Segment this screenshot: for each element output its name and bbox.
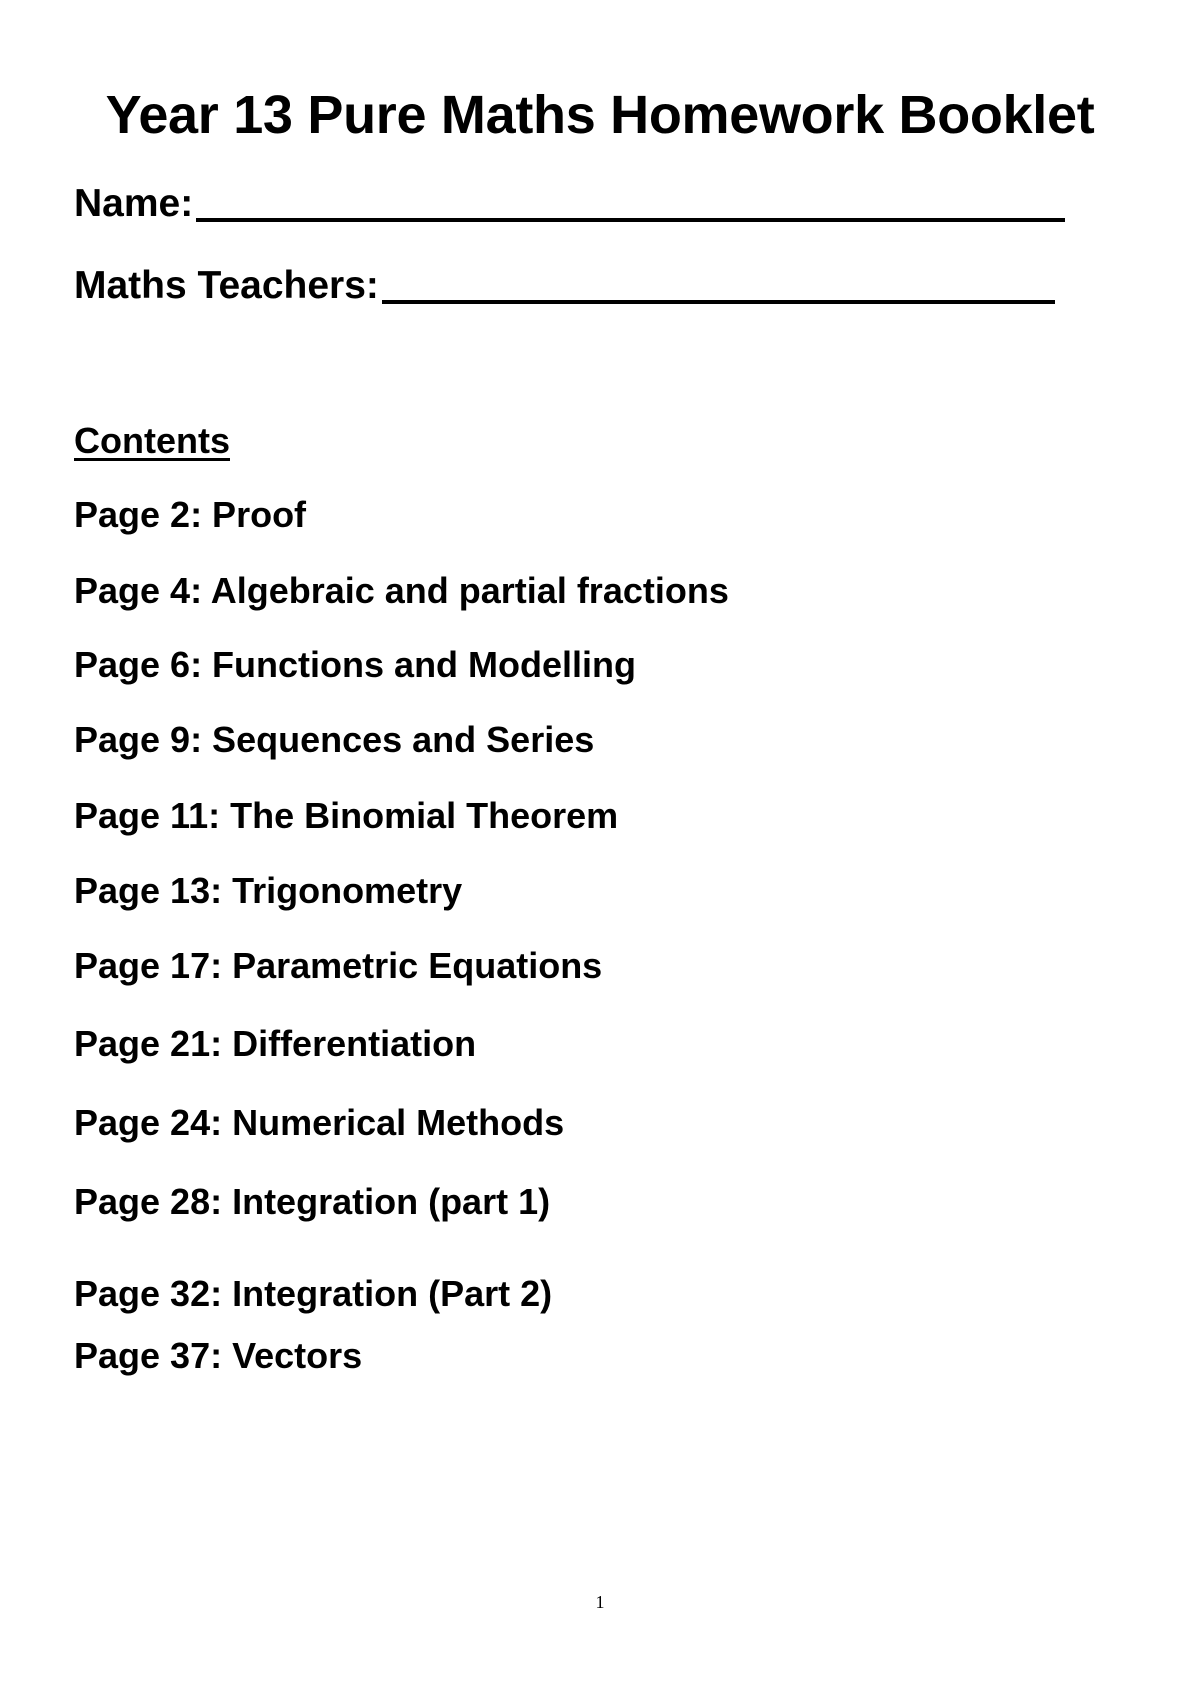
- name-blank-line: [196, 180, 1065, 222]
- contents-heading: Contents: [74, 420, 230, 461]
- contents-item: Page 4: Algebraic and partial fractions: [74, 570, 729, 611]
- contents-item: Page 6: Functions and Modelling: [74, 644, 637, 685]
- contents-item: Page 2: Proof: [74, 494, 307, 535]
- teachers-field: [74, 260, 1055, 312]
- contents-item: Page 9: Sequences and Series: [74, 719, 595, 760]
- page-number: 1: [595, 1592, 605, 1612]
- contents-item: Page 11: The Binomial Theorem: [74, 795, 619, 836]
- contents-item: Page 21: Differentiation: [74, 1023, 477, 1064]
- teachers-label: Maths Teachers:: [74, 264, 379, 307]
- page-title: Year 13 Pure Maths Homework Booklet: [105, 85, 1095, 145]
- contents-item: Page 37: Vectors: [74, 1335, 363, 1376]
- contents-item: Page 17: Parametric Equations: [74, 945, 603, 986]
- contents-item: Page 24: Numerical Methods: [74, 1102, 565, 1143]
- name-label: Name:: [74, 182, 194, 225]
- contents-item: Page 13: Trigonometry: [74, 870, 463, 911]
- name-field: [74, 178, 1065, 230]
- contents-item: Page 28: Integration (part 1): [74, 1181, 551, 1222]
- teachers-blank-line: [382, 262, 1055, 304]
- contents-item: Page 32: Integration (Part 2): [74, 1273, 553, 1314]
